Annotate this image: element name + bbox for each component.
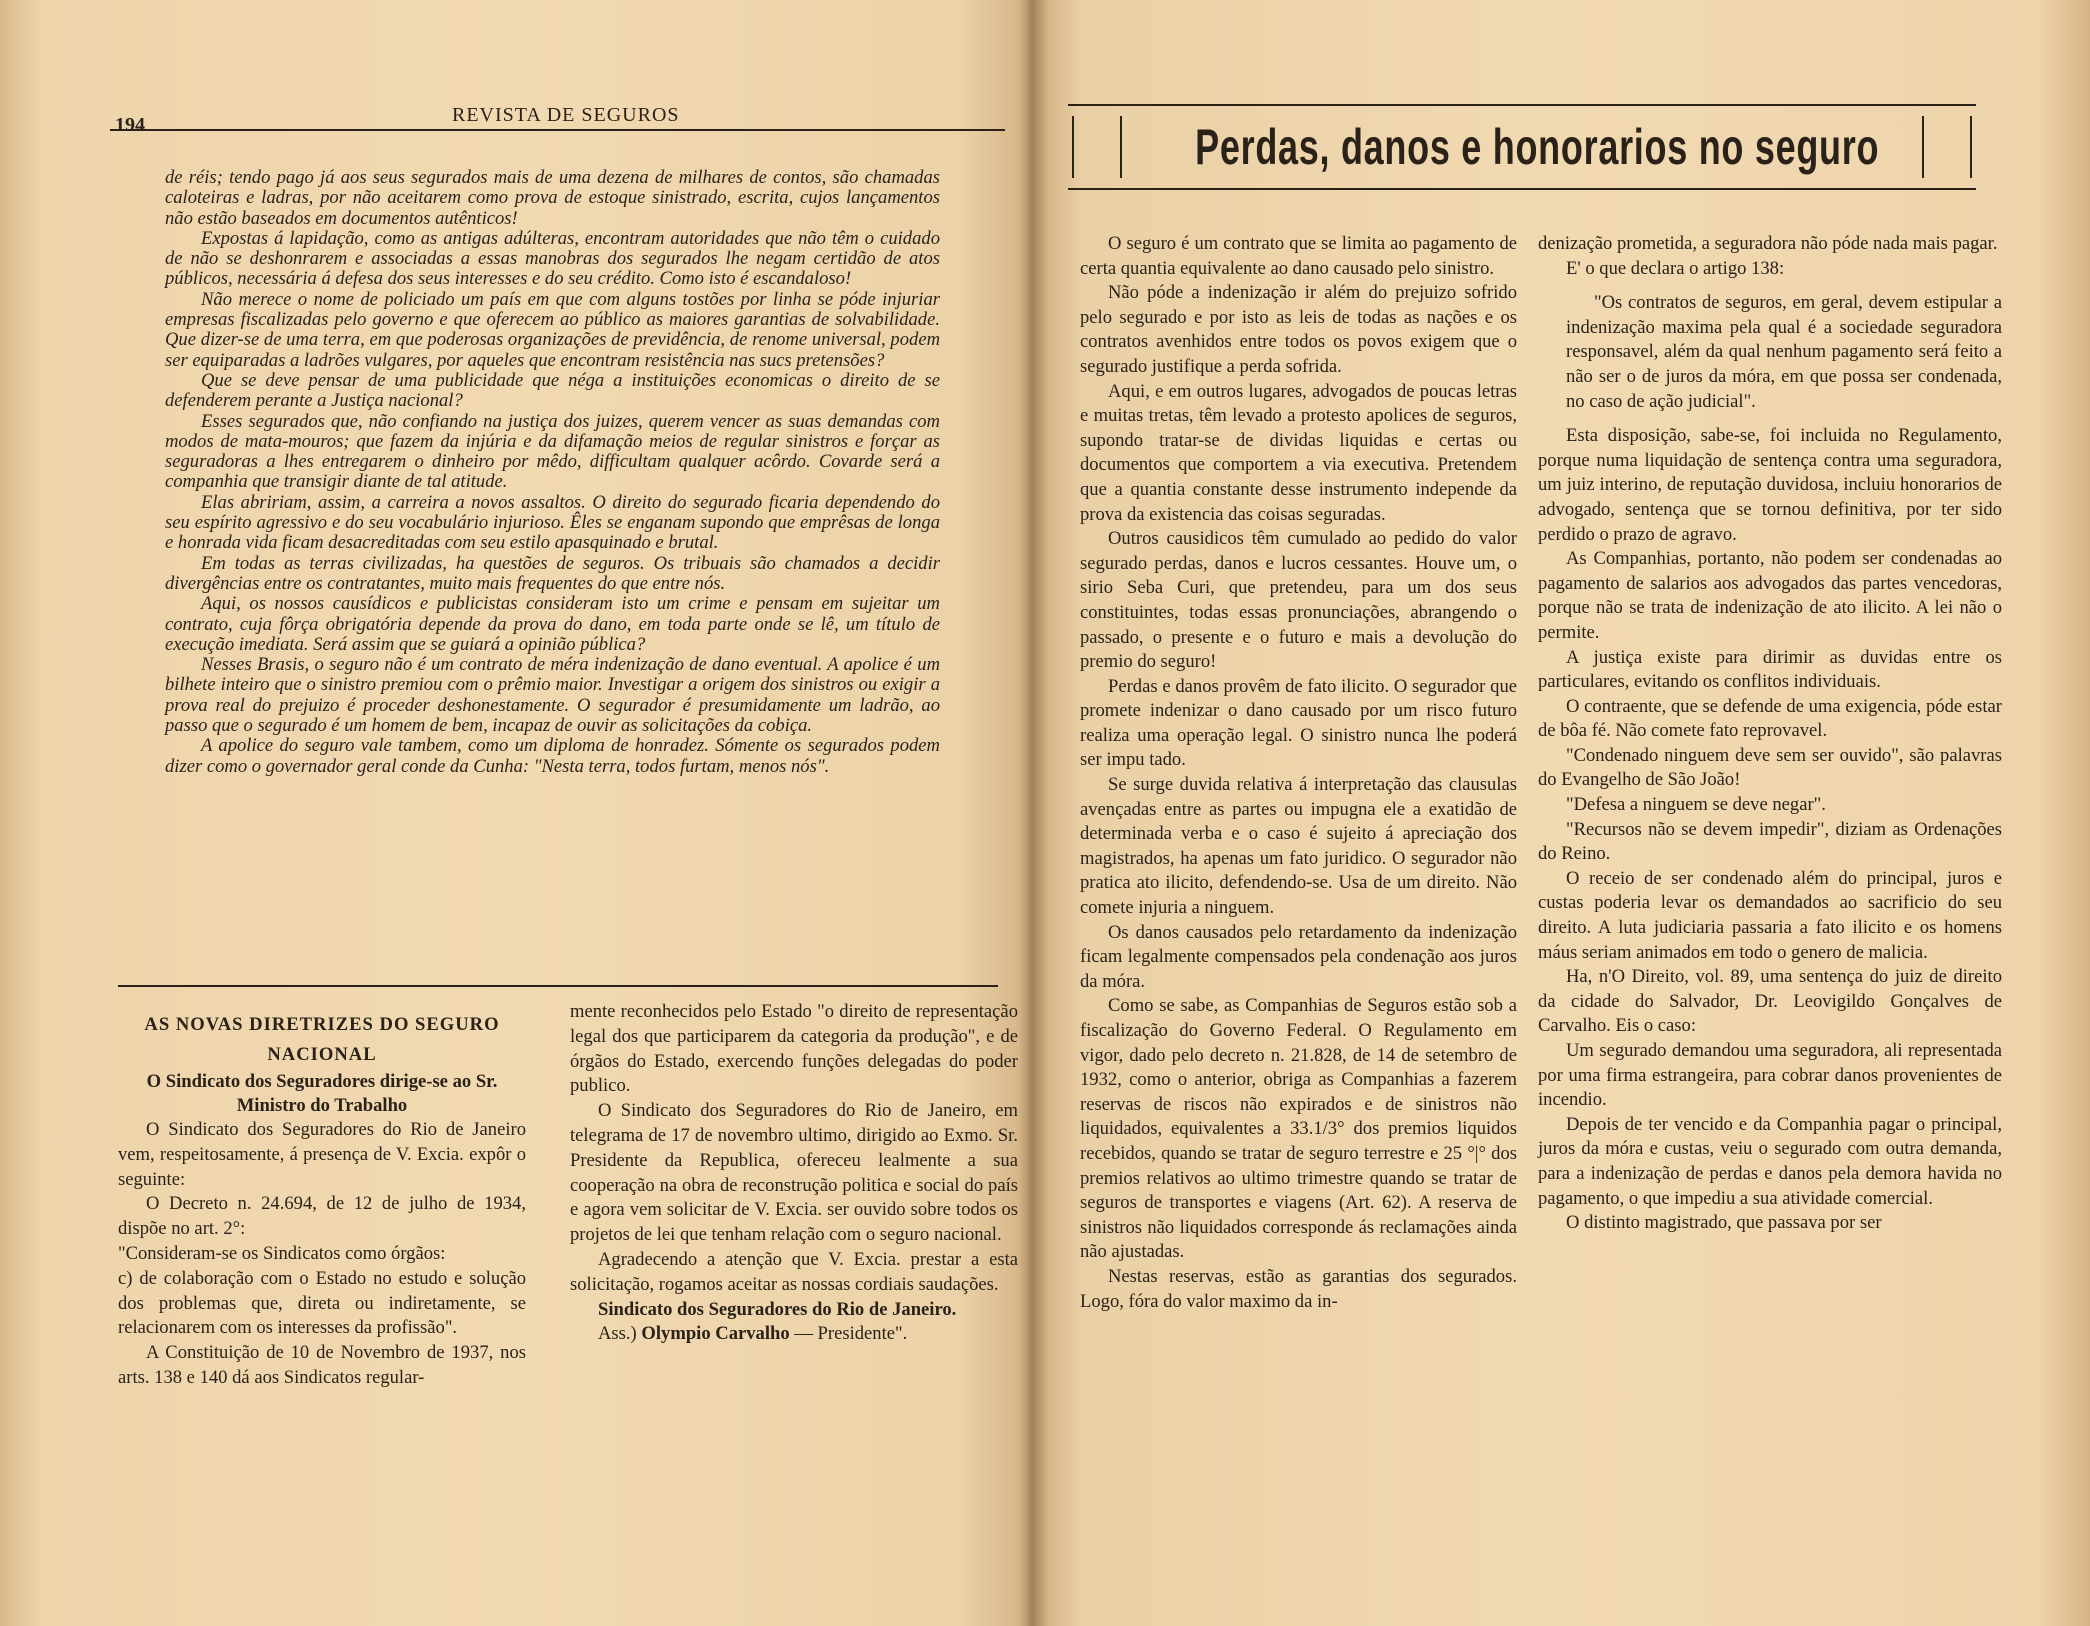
page-number: 194 [115, 114, 145, 136]
paragraph: Se surge duvida relativa á interpretação das clausulas avençadas entre as partes ou impugna ele a exatidão de determinada verba e o caso é sujeito á apreciação dos magistrados, ha apenas um fato juridico. O segurador não pratica ato ilicito, defendendo-se. Usa de um direito. Não comete injuria a ninguem. [1080, 774, 1517, 919]
paragraph: "Defesa a ninguem se deve negar". [1566, 794, 1826, 816]
paragraph: O Sindicato dos Seguradores do Rio de Janeiro vem, respeitosamente, á presença de V. Excia. expôr o seguinte: [118, 1119, 526, 1190]
box-rule [1072, 116, 1074, 178]
box-rule [1970, 116, 1972, 178]
paragraph: O Sindicato dos Seguradores do Rio de Janeiro, em telegrama de 17 de novembro ultimo, dirigido ao Exmo. Sr. Presidente da Republica, ofereceu lealmente a sua cooperação na obra de reconstrução politica e social do país e agora vem solicitar de V. Excia. ser ouvido sobre todos os projetos de lei que tenham relação com o seguro nacional. [570, 1100, 1018, 1246]
right-column-2 [1538, 232, 2002, 1236]
paragraph: Aqui, e em outros lugares, advogados de poucas letras e muitas tretas, têm levado a protesto apolices de seguros, supondo tratar-se de dividas liquidas e certas ou documentos que comportem a via executiva. Pretendem que a quantia constante desse instrumento independe da prova da existencia das coisas seguradas. [1080, 380, 1517, 525]
paragraph: mente reconhecidos pelo Estado "o direito de representação legal dos que participarem da categoria da produção", e de órgãos do Estado, exercendo funções delegadas do poder publico. [570, 1001, 1018, 1097]
paragraph: E' o que declara o artigo 138: [1566, 257, 1785, 279]
signature: Sindicato dos Seguradores do Rio de Janeiro. [598, 1298, 957, 1320]
paragraph: Aqui, os nossos causídicos e publicistas consideram isto um crime e pensam em sujeitar um contrato, cuja fôrça obrigatória depende da prova do dano, em toda parte onde se lê, um título de execução imediata. Será assim que se guiará a opinião pública? [165, 593, 940, 655]
paragraph: A justiça existe para dirimir as duvidas entre os particulares, evitando os conflitos individuais. [1538, 646, 2002, 693]
paragraph: Elas abririam, assim, a carreira a novos assaltos. O direito do segurado ficaria dependendo do seu espírito agressivo e do seu vocabulário injurioso. Êles se enganam supondo que emprêsas de longa e honrada vida ficam desacreditadas com seu estilo apasquinado e brutal. [165, 491, 940, 554]
article-title: Perdas, danos e honorarios no seguro [1195, 119, 1880, 175]
paragraph: Não póde a indenização ir além do prejuizo sofrido pelo segurado e por isto as leis de todas as nações e os contratos avenhidos entre todos os povos exigem que o segurado justifique a perda sofrida. [1080, 282, 1517, 377]
paragraph: Nesses Brasis, o seguro não é um contrato de méra indenização de dano eventual. A apolice é um bilhete inteiro que o sinistro premiou com o prêmio maior. Investigar a origem dos sinistros ou exigir a prova real do prejuizo é proceder deshonestamente. O segurador é presumidamente um ladrão, ao passo que o segurado é um homem de bem, incapaz de ouvir as solicitações da cobiça. [165, 654, 940, 737]
box-rule [1922, 116, 1924, 178]
paragraph: Depois de ter vencido e da Companhia pagar o principal, juros da móra e custas, veiu o segurado com outra demanda, para a indenização de perdas e danos pela demora havida no pagamento, o que impediu a sua atividade comercial. [1538, 1113, 2002, 1209]
paragraph: c) de colaboração com o Estado no estudo e solução dos problemas que, direta ou indiretamente, se relacionarem com os interesses da profissão". [118, 1267, 526, 1339]
paragraph: Esta disposição, sabe-se, foi incluida no Regulamento, porque numa liquidação de sentença contra uma seguradora, um juiz interino, de reputação duvidosa, incluiu honorarios de advogado, sentença que se tornou definitiva, por ter sido perdido o prazo de agravo. [1538, 425, 2002, 545]
header-rule [110, 129, 1005, 131]
paragraph: denização prometida, a seguradora não póde nada mais pagar. [1538, 233, 1998, 254]
paragraph: Como se sabe, as Companhias de Seguros estão sob a fiscalização do Governo Federal. O Regulamento em vigor, dado pelo decreto n. 21.828, de 14 de setembro de 1932, como o anterior, obriga as Companhias a fazerem reservas de riscos não expirados e de sinistros não liquidados, equivalentes a 33.1/3° dos premios liquidos recebidos, quando se tratar de seguro terrestre e 25 °|° dos premios relativos ao ultimo trimestre quando se tratar de seguros de transportes e viagens (Art. 62). A reserva de sinistros não liquidados corresponde ás reclamações ainda não ajustadas. [1080, 995, 1517, 1263]
paragraph: "Condenado ninguem deve sem ser ouvido", são palavras do Evangelho de São João! [1538, 744, 2002, 791]
paragraph: Ha, n'O Direito, vol. 89, uma sentença do juiz de direito da cidade do Salvador, Dr. Leovigildo Gonçalves de Carvalho. Eis o caso: [1538, 966, 2002, 1037]
signer-line [570, 1322, 1018, 1347]
signer-name: Olympio Carvalho [641, 1323, 790, 1345]
paragraph: O Decreto n. 24.694, de 12 de julho de 1934, dispõe no art. 2°: [118, 1193, 526, 1240]
paragraph: Em todas as terras civilizadas, ha questões de seguros. Os tribuais são chamados a decidir divergências entre os contratantes, muito mais frequentes do que entre nós. [165, 552, 940, 594]
book-spine [1018, 0, 1048, 1626]
box-rule [1120, 116, 1122, 178]
paragraph: Um segurado demandou uma seguradora, ali representada por uma firma estrangeira, para cobrar danos provenientes de incendio. [1538, 1040, 2002, 1111]
paragraph: O receio de ser condenado além do principal, juros e custas poderia levar os demandados ao sacrificio do seu direito. A luta judiciaria passaria a fato ilicito e os homens máus seriam animados em todo o genero de malicia. [1538, 867, 2002, 963]
continued-article [165, 168, 940, 777]
paragraph: O contraente, que se defende de uma exigencia, póde estar de bôa fé. Não comete fato reprovavel. [1538, 695, 2002, 742]
paragraph: "Recursos não se devem impedir", diziam as Ordenações do Reino. [1538, 818, 2002, 865]
left-page [0, 0, 1040, 1626]
paragraph: Que se deve pensar de uma publicidade que néga a instituições economicas o direito de se defenderem perante a Justiça nacional? [165, 369, 940, 412]
journal-title: REVISTA DE SEGUROS [452, 104, 680, 126]
article-column-2 [570, 1000, 1018, 1347]
signer-prefix: Ass.) [598, 1323, 637, 1345]
paragraph: O distinto magistrado, que passava por ser [1566, 1212, 1882, 1234]
paragraph: Esses segurados que, não confiando na justiça dos juizes, querem vencer as suas demandas com modos de mata-mouros; que fazem da injúria e da difamação meios de regular sinistros e forçar as seguradoras a lhes entregarem o dinheiro por mêdo, difficultam qualquer acôrdo. Covarde será a companhia que transigir diante de tal atitude. [165, 410, 940, 493]
paragraph: Nestas reservas, estão as garantias dos segurados. Logo, fóra do valor maximo da in- [1080, 1265, 1517, 1312]
paragraph: A Constituição de 10 de Novembro de 1937, nos arts. 138 e 140 dá aos Sindicatos regular- [118, 1342, 526, 1388]
paragraph: "Consideram-se os Sindicatos como órgãos: [118, 1242, 446, 1264]
paragraph: Agradecendo a atenção que V. Excia. prestar a esta solicitação, rogamos aceitar as nossas cordiais saudações. [570, 1248, 1018, 1295]
quotation: "Os contratos de seguros, em geral, devem estipular a indenização maxima pela qual é a sociedade seguradora responsavel, além da qual nenhum pagamento será feito a não ser o de juros da móra, em que possa ser condenada, no caso de ação judicial". [1566, 292, 2002, 412]
article-subtitle: O Sindicato dos Seguradores dirige-se ao Sr. Ministro do Trabalho [146, 1071, 498, 1116]
article-title: AS NOVAS DIRETRIZES DO SEGURO NACIONAL [144, 1014, 500, 1065]
paragraph: O seguro é um contrato que se limita ao pagamento de certa quantia equivalente ao dano causado pelo sinistro. [1080, 233, 1517, 279]
paragraph: de réis; tendo pago já aos seus segurados mais de uma dezena de milhares de contos, são chamadas caloteiras e ladras, por não aceitarem como prova de estoque sinistrado, escrita, cujos lançamentos não estão baseados em documentos autênticos! [165, 167, 940, 229]
paragraph: Perdas e danos provêm de fato ilicito. O segurador que promete indenizar o dano causado por um risco futuro realiza uma operação legal. O sinistro nunca lhe poderá ser impu tado. [1080, 675, 1517, 771]
paragraph: Não merece o nome de policiado um país em que com alguns tostões por linha se póde injuriar empresas fiscalizadas pelo governo e que oferecem ao público as maiores garantias de solvabilidade. Que dizer-se de uma terra, em que poderosas organizações de previdência, de renome universal, podem ser equiparadas a ladrões vulgares, por aqueles que encontram resistência nas sucs pretensões? [165, 288, 940, 371]
paragraph: A apolice do seguro vale tambem, como um diploma de honradez. Sómente os segurados podem dizer como o governador geral conde da Cunha: "Nesta terra, todos furtam, menos nós". [165, 735, 940, 777]
paragraph: Expostas á lapidação, como as antigas adúlteras, encontram autoridades que não têm o cuidado de não se deshonrarem e associadas a essas manobras dos segurados lhe negam certidão de atos públicos, necessária á defesa dos seus interesses e do seu crédito. Como isto é escandaloso! [165, 227, 940, 290]
signer-role: — Presidente". [794, 1323, 908, 1345]
section-rule [118, 985, 998, 987]
right-column-1 [1080, 232, 1517, 1314]
paragraph: Os danos causados pelo retardamento da indenização ficam legalmente compensados pela condenação aos juros da móra. [1080, 921, 1517, 992]
paragraph: Outros causidicos têm cumulado ao pedido do valor segurado perdas, danos e lucros cessantes. Houve um, o sirio Seba Curi, que pretendeu, para um dos seus constituintes, todas essas pronunciações, abrangendo o passado, o presente e o futuro e mais a devolução do premio do seguro! [1080, 528, 1517, 673]
article-column-1 [118, 1010, 526, 1391]
paragraph: As Companhias, portanto, não podem ser condenadas ao pagamento de salarios aos advogados das partes vencedoras, porque não se trata de indenização de ato ilicito. A lei não o permite. [1538, 548, 2002, 643]
title-box [1068, 104, 1976, 190]
